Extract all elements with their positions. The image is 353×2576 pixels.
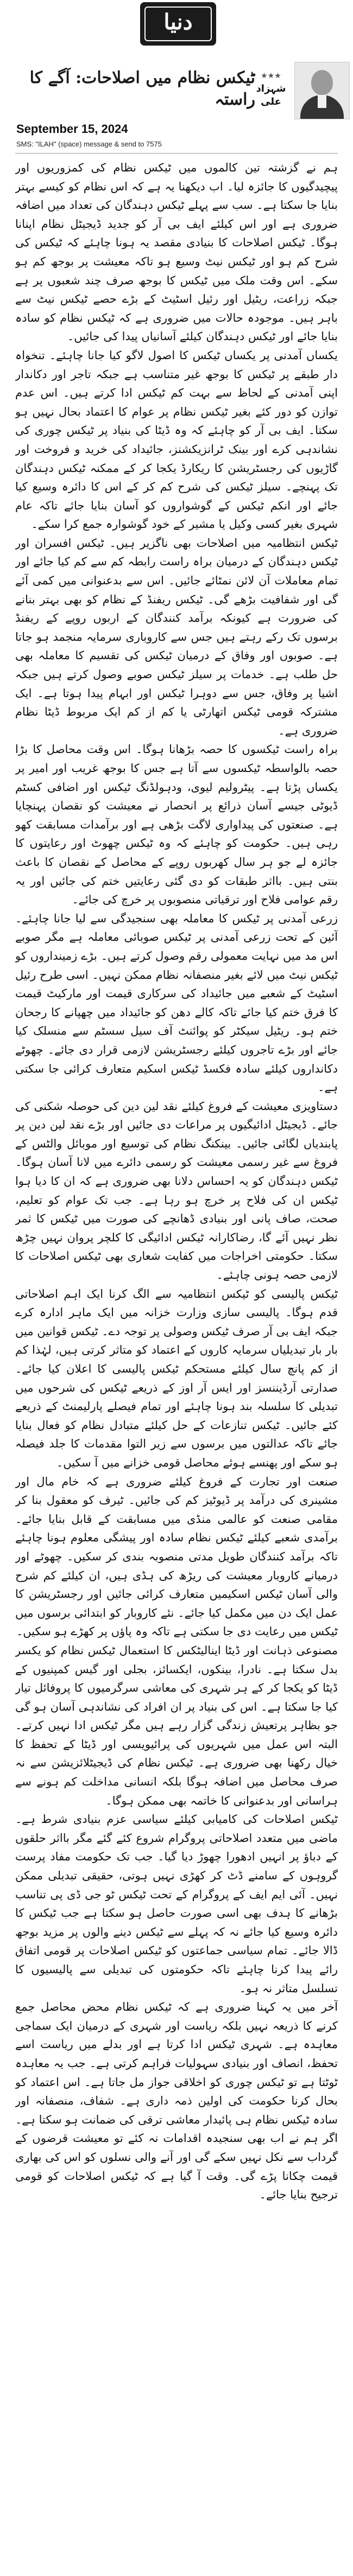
logo-text: دنیا bbox=[163, 9, 193, 35]
author-byline bbox=[252, 69, 290, 109]
article-paragraph: مصنوعی ذہانت اور ڈیٹا اینالیٹکس کا استعمال ٹیکس نظام کو یکسر بدل سکتا ہے۔ نادرا، بینکوں، ایکسائز، بجلی اور گیس کمپنیوں کے ڈیٹا کو یکجا کر کے ہر شہری کی معاشی سرگرمیوں کا پروفائل تیار کیا جا سکتا ہے۔ اس کی بنیاد پر ان افراد کی نشاندہی آسان ہو گی جو بظاہر پرتعیش زندگی گزار رہے ہیں مگر ٹیکس ادا نہیں کرتے۔ البتہ اس عمل میں شہریوں کی پرائیویسی اور ڈیٹا کے تحفظ کا خیال رکھنا بھی ضروری ہے۔ ٹیکس نظام کی ڈیجیٹلائزیشن سے نہ صرف محاصل میں اضافہ ہوگا بلکہ انسانی مداخلت کم ہونے سے ہراسانی اور بدعنوانی کا خاتمہ بھی ممکن ہوگا۔ bbox=[15, 1643, 338, 1807]
author-stars: ★★★ bbox=[261, 72, 281, 80]
sms-instruction: SMS: "ILAH" (space) message & send to 7575 bbox=[16, 140, 162, 148]
header-divider bbox=[15, 153, 338, 154]
photo-head bbox=[311, 70, 333, 95]
article-paragraph: ٹیکس انتظامیہ میں اصلاحات بھی ناگزیر ہیں۔ ٹیکس افسران اور ٹیکس دہندگان کے درمیان براہ راست رابطہ کم سے کم کیا جائے اور تمام معاملات آن لائن نمٹائے جائیں۔ اس سے بدعنوانی میں کمی آئے گی اور شفافیت بڑھے گی۔ ٹیکس ریفنڈ کے نظام کو بھی بہتر بنانے کی ضرورت ہے کیونکہ برآمد کنندگان کے اربوں روپے کے ریفنڈ برسوں تک رکے رہتے ہیں جس سے کاروباری سرمایہ منجمد ہو جاتا ہے۔ صوبوں اور وفاق کے درمیان ٹیکس کی تقسیم کا معاملہ بھی حل طلب ہے۔ خدمات پر سیلز ٹیکس صوبے وصول کرتے ہیں جبکہ اشیا پر وفاق، جس سے دوہرا ٹیکس اور ابہام پیدا ہوتا ہے۔ ایک مشترکہ قومی ٹیکس اتھارٹی یا کم از کم ایک مربوط ڈیٹا نظام ضروری ہے۔ bbox=[15, 536, 338, 737]
author-name: شہزاد علی bbox=[256, 83, 286, 107]
article-body bbox=[15, 158, 338, 2567]
article-paragraph: صنعت اور تجارت کے فروغ کیلئے ضروری ہے کہ خام مال اور مشینری کی درآمد پر ڈیوٹیز کم کی جائیں۔ ٹیرف کو معقول بنا کر مقامی صنعت کو عالمی منڈی میں مسابقت کے قابل بنایا جائے۔ برآمدی شعبے کیلئے ٹیکس نظام سادہ اور پیشگی معلوم ہونا چاہئے تاکہ برآمد کنندگان طویل مدتی منصوبہ بندی کر سکیں۔ چھوٹے اور درمیانے کاروبار معیشت کی ریڑھ کی ہڈی ہیں، ان کیلئے کم شرح والی آسان ٹیکس اسکیمیں متعارف کرائی جائیں اور رجسٹریشن کا عمل ایک دن میں مکمل کیا جائے۔ نئے کاروبار کو ابتدائی برسوں میں ٹیکس میں رعایت دی جا سکتی ہے تاکہ وہ پاؤں پر کھڑے ہو سکیں۔ bbox=[15, 1475, 338, 1638]
article-paragraph: براہ راست ٹیکسوں کا حصہ بڑھانا ہوگا۔ اس وقت محاصل کا بڑا حصہ بالواسطہ ٹیکسوں سے آتا ہے جس کا بوجھ غریب اور امیر پر یکساں پڑتا ہے۔ پیٹرولیم لیوی، ودہولڈنگ ٹیکس اور اضافی کسٹم ڈیوٹی جیسے آسان ذرائع پر انحصار نے معیشت کو نقصان پہنچایا ہے۔ صنعتوں کی پیداواری لاگت بڑھی ہے اور برآمدات مسابقت کھو رہی ہیں۔ حکومت کو چاہئے کہ وہ ٹیکس چھوٹ اور رعایتوں کا جائزہ لے جو ہر سال کھربوں روپے کے محاصل کے نقصان کا باعث بنتی ہیں۔ بااثر طبقات کو دی گئی رعایتیں ختم کی جائیں اور یہ رقم عوامی فلاح اور ترقیاتی منصوبوں پر خرچ کی جائے۔ bbox=[15, 743, 338, 907]
article-paragraph: آخر میں یہ کہنا ضروری ہے کہ ٹیکس نظام محض محاصل جمع کرنے کا ذریعہ نہیں بلکہ ریاست اور شہری کے درمیان ایک سماجی معاہدہ ہے۔ شہری ٹیکس ادا کرتا ہے اور بدلے میں ریاست اسے تحفظ، انصاف اور بنیادی سہولیات فراہم کرتی ہے۔ جب یہ معاہدہ ٹوٹتا ہے تو ٹیکس چوری کو اخلاقی جواز مل جاتا ہے۔ اس اعتماد کو بحال کرنا حکومت کی اولین ذمہ داری ہے۔ شفاف، منصفانہ اور سادہ ٹیکس نظام ہی پائیدار معاشی ترقی کی ضمانت ہو سکتا ہے۔ اگر ہم نے اب بھی سنجیدہ اقدامات نہ کئے تو معیشت قرضوں کے گرداب سے نکل نہیں سکے گی اور آنے والی نسلوں کو اس کی بھاری قیمت چکانا پڑے گی۔ وقت آ گیا ہے کہ ٹیکس اصلاحات کو قومی ترجیح بنایا جائے۔ bbox=[15, 2000, 338, 2202]
article-paragraph: دستاویزی معیشت کے فروغ کیلئے نقد لین دین کی حوصلہ شکنی کی جائے۔ ڈیجیٹل ادائیگیوں پر مراعات دی جائیں اور بڑے نقد لین دین پر پابندیاں لگائی جائیں۔ بینکنگ نظام کی توسیع اور موبائل والٹس کے فروغ سے غیر رسمی معیشت کو رسمی دائرے میں لانا آسان ہوگا۔ ٹیکس دہندگان کو یہ احساس دلانا بھی ضروری ہے کہ ان کا دیا ہوا ٹیکس ان کی فلاح پر خرچ ہو رہا ہے۔ جب تک عوام کو تعلیم، صحت، صاف پانی اور بنیادی ڈھانچے کی صورت میں ٹیکس کا ثمر نظر نہیں آئے گا، رضاکارانہ ٹیکس ادائیگی کا کلچر پروان نہیں چڑھ سکتا۔ حکومتی اخراجات میں کفایت شعاری بھی ٹیکس اصلاحات کا لازمی حصہ ہونی چاہئے۔ bbox=[15, 1099, 338, 1282]
article-paragraph: زرعی آمدنی پر ٹیکس کا معاملہ بھی سنجیدگی سے لیا جانا چاہئے۔ آئین کے تحت زرعی آمدنی پر ٹیکس صوبائی معاملہ ہے مگر صوبے اس مد میں نہایت معمولی رقم وصول کرتے ہیں۔ بڑے زمینداروں کو ٹیکس نیٹ میں لائے بغیر منصفانہ نظام ممکن نہیں۔ اسی طرح رئیل اسٹیٹ کے شعبے میں جائیداد کی سرکاری قیمت اور مارکیٹ قیمت کا فرق ختم کیا جائے تاکہ کالے دھن کو جائیداد میں چھپانے کا رجحان ختم ہو۔ ریٹیل سیکٹر کو پوائنٹ آف سیل سسٹم سے منسلک کیا جائے اور بڑے تاجروں کیلئے رجسٹریشن لازمی قرار دی جائے۔ چھوٹے دکانداروں کیلئے سادہ فکسڈ ٹیکس اسکیم متعارف کرائی جا سکتی ہے۔ bbox=[15, 911, 338, 1094]
article-paragraph: ٹیکس پالیسی کو ٹیکس انتظامیہ سے الگ کرنا ایک اہم اصلاحاتی قدم ہوگا۔ پالیسی سازی وزارت خزانہ میں ایک ماہر ادارہ کرے جبکہ ایف بی آر صرف ٹیکس وصولی پر توجہ دے۔ ٹیکس قوانین میں بار بار تبدیلیاں سرمایہ کاروں کے اعتماد کو متاثر کرتی ہیں، لہٰذا کم از کم پانچ سال کیلئے مستحکم ٹیکس پالیسی کا اعلان کیا جائے۔ صدارتی آرڈیننسز اور ایس آر اوز کے ذریعے ٹیکس کی شرحوں میں تبدیلی کا سلسلہ بند ہونا چاہئے اور تمام فیصلے پارلیمنٹ کے ذریعے کئے جائیں۔ ٹیکس تنازعات کے حل کیلئے متبادل نظام کو فعال بنایا جائے تاکہ عدالتوں میں برسوں سے زیر التوا مقدمات کا جلد فیصلہ ہو سکے اور پھنسے ہوئے محاصل قومی خزانے میں آ سکیں۔ bbox=[15, 1287, 338, 1469]
author-photo bbox=[294, 62, 350, 119]
publication-date: September 15, 2024 bbox=[16, 122, 128, 136]
column-title: ٹیکس نظام میں اصلاحات: آگے کا راستہ bbox=[29, 68, 255, 109]
photo-collar bbox=[318, 95, 326, 108]
article-paragraph: ہم نے گزشتہ تین کالموں میں ٹیکس نظام کی کمزوریوں اور پیچیدگیوں کا جائزہ لیا۔ اب دیکھنا یہ ہے کہ اس نظام کو کیسے بہتر بنایا جا سکتا ہے۔ سب سے پہلے ٹیکس دہندگان کی تعداد میں اضافہ ضروری ہے اور اس کیلئے ایف بی آر کو جدید ڈیجیٹل نظام اپنانا ہوگا۔ ٹیکس اصلاحات کا بنیادی مقصد یہ ہونا چاہئے کہ ٹیکس کی شرح کم ہو اور ٹیکس نیٹ وسیع ہو تاکہ معیشت پر بوجھ کم ہو سکے۔ اس وقت ملک میں ٹیکس کا بوجھ صرف چند شعبوں پر ہے جبکہ زراعت، ریٹیل اور رئیل اسٹیٹ کے بڑے حصے ٹیکس نیٹ سے باہر ہیں۔ موجودہ حالات میں ضروری ہے کہ ٹیکس نظام کو سادہ بنایا جائے اور ٹیکس دہندگان کیلئے آسانیاں پیدا کی جائیں۔ bbox=[15, 161, 338, 343]
article-paragraph: یکساں آمدنی پر یکساں ٹیکس کا اصول لاگو کیا جانا چاہئے۔ تنخواہ دار طبقے پر ٹیکس کا بوجھ غیر متناسب ہے جبکہ تاجر اور دکاندار اپنی آمدنی کے لحاظ سے بہت کم ٹیکس ادا کرتے ہیں۔ اس عدم توازن کو دور کئے بغیر ٹیکس نظام پر عوام کا اعتماد بحال نہیں ہو سکتا۔ ایف بی آر کو چاہئے کہ وہ ڈیٹا کی بنیاد پر ٹیکس چوری کی نشاندہی کرے اور بینک ٹرانزیکشنز، جائیداد کی خرید و فروخت اور گاڑیوں کی رجسٹریشن کا ریکارڈ یکجا کر کے ممکنہ ٹیکس دہندگان تک پہنچے۔ سیلز ٹیکس کی شرح کم کر کے اس کا دائرہ وسیع کیا جائے اور انکم ٹیکس کے گوشواروں کو آسان بنایا جائے تاکہ عام شہری بغیر کسی وکیل یا مشیر کے خود گوشوارہ جمع کرا سکے۔ bbox=[15, 348, 338, 531]
newspaper-logo bbox=[140, 2, 216, 46]
article-paragraph: ٹیکس اصلاحات کی کامیابی کیلئے سیاسی عزم بنیادی شرط ہے۔ ماضی میں متعدد اصلاحاتی پروگرام شروع کئے گئے مگر بااثر حلقوں کے دباؤ پر انہیں ادھورا چھوڑ دیا گیا۔ جب تک حکومت مفاد پرست گروہوں کے سامنے ڈٹ کر کھڑی نہیں ہوتی، حقیقی تبدیلی ممکن نہیں۔ آئی ایم ایف کے پروگرام کے تحت ٹیکس ٹو جی ڈی پی تناسب بڑھانے کا ہدف بھی اسی صورت حاصل ہو سکتا ہے جب ٹیکس کا دائرہ وسیع کیا جائے نہ کہ پہلے سے ٹیکس دینے والوں پر مزید بوجھ ڈالا جائے۔ تمام سیاسی جماعتوں کو ٹیکس اصلاحات پر قومی اتفاق رائے پیدا کرنا چاہئے تاکہ حکومتوں کی تبدیلی سے پالیسیوں کا تسلسل متاثر نہ ہو۔ bbox=[15, 1813, 338, 1995]
masthead bbox=[0, 0, 353, 52]
column-header bbox=[0, 60, 353, 119]
